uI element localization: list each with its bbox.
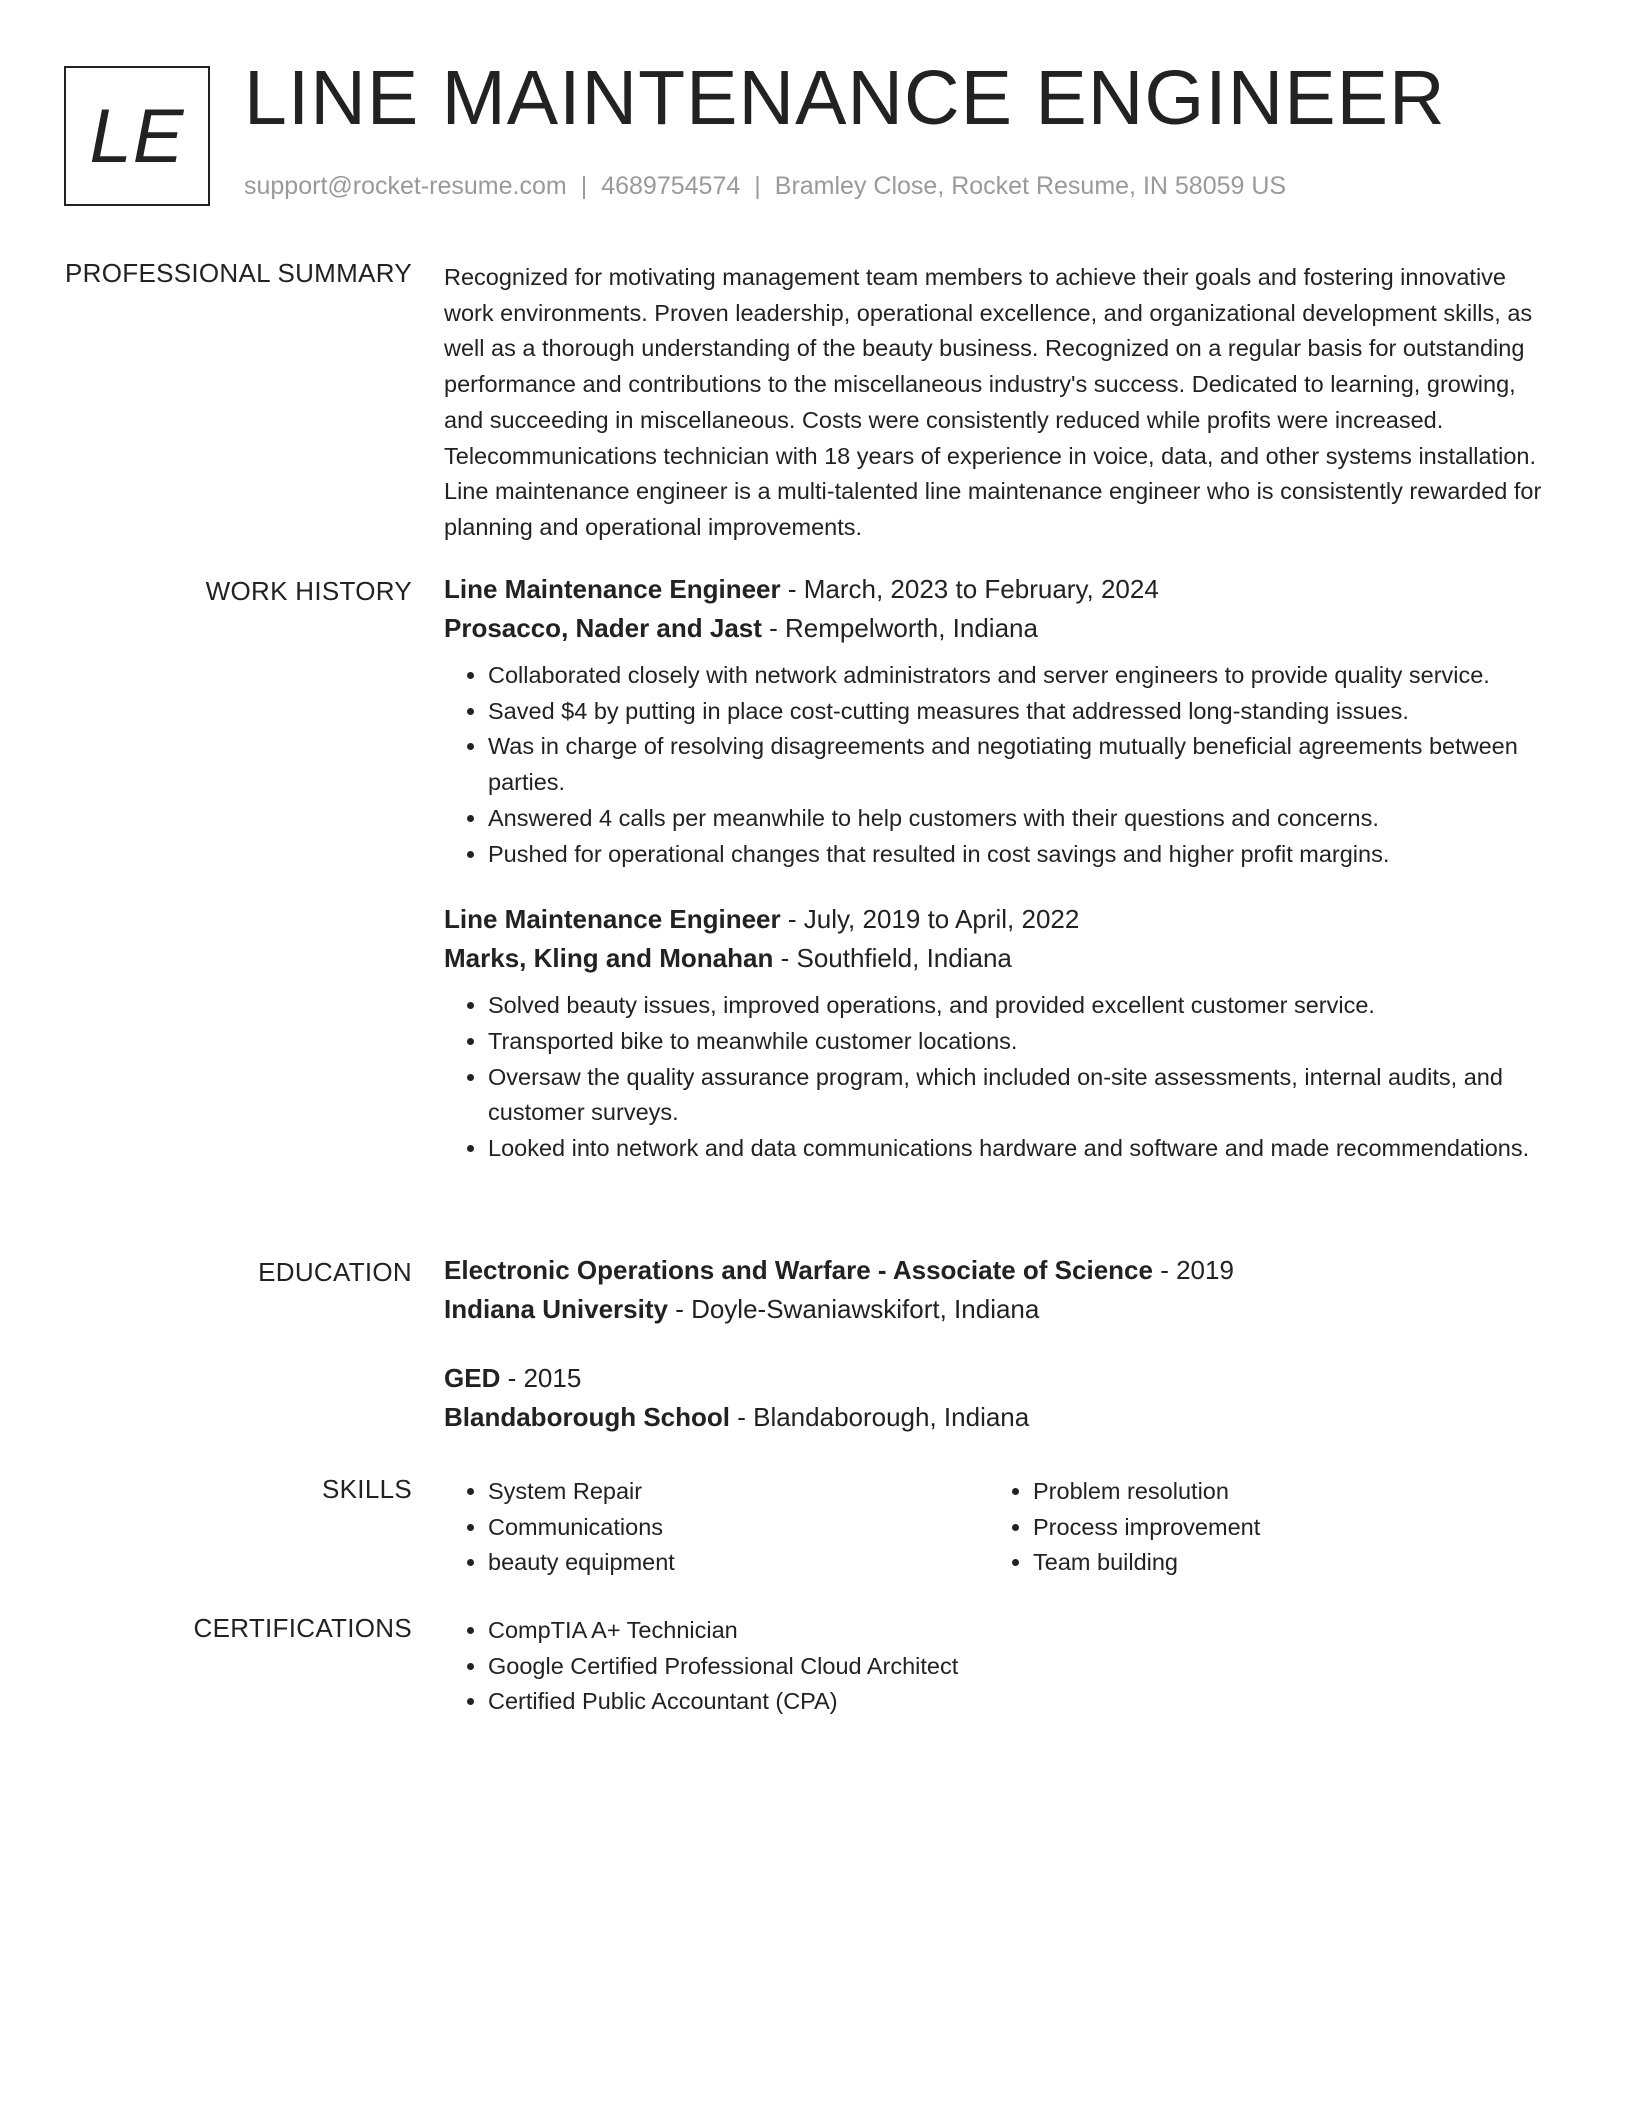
education-entry — [444, 1359, 1554, 1437]
job-title: Line Maintenance Engineer — [444, 574, 781, 604]
job-entry — [444, 570, 1554, 872]
list-item: • Answered 4 calls per meanwhile to help customers with their questions and concerns. — [488, 801, 1554, 837]
job-company-line — [444, 939, 1554, 978]
section-heading-work-history: WORK HISTORY — [205, 576, 412, 606]
contact-email: support@rocket-resume.com — [244, 172, 567, 200]
summary-text: Recognized for motivating management team members to achieve their goals and fostering innovative work environments. Proven leadership, operational excellence, and organizational development skills, as well as a thorough understanding of the beauty business. Recognized on a regular basis for outstanding performance and contributions to the miscellaneous industry's success. Dedicated to learning, growing, and succeeding in miscellaneous. Costs were consistently reduced while profits were increased. Telecommunications technician with 18 years of experience in voice, data, and other systems installation. Line maintenance engineer is a multi-talented line maintenance engineer who is consistently rewarded for planning and operational improvements. — [444, 264, 1542, 540]
school-line — [444, 1290, 1554, 1329]
work-history-body — [444, 570, 1554, 1167]
skills-grid — [444, 1474, 1554, 1581]
list-item: • Saved $4 by putting in place cost-cutting measures that addressed long-standing issues. — [488, 694, 1554, 730]
resume-title: LINE MAINTENANCE ENGINEER — [244, 55, 1446, 141]
school-name: Blandaborough School — [444, 1402, 730, 1432]
list-item: • Collaborated closely with network administrators and server engineers to provide quality service. — [488, 658, 1554, 694]
section-heading-certifications: CERTIFICATIONS — [193, 1613, 412, 1643]
list-item: • CompTIA A+ Technician — [488, 1613, 1554, 1649]
job-dates: - March, 2023 to February, 2024 — [780, 574, 1159, 604]
contact-phone: 4689754574 — [601, 172, 741, 200]
contact-separator: | — [580, 172, 588, 200]
degree-line — [444, 1251, 1554, 1290]
list-item: • Google Certified Professional Cloud Architect — [488, 1649, 1554, 1685]
job-company: Prosacco, Nader and Jast — [444, 613, 762, 643]
job-dates: - July, 2019 to April, 2022 — [780, 904, 1080, 935]
job-location: - Southfield, Indiana — [773, 943, 1012, 974]
job-bullets — [444, 658, 1554, 872]
section-heading-skills: SKILLS — [322, 1474, 412, 1504]
list-item: • beauty equipment — [488, 1545, 989, 1581]
degree-name: GED — [444, 1363, 501, 1393]
certifications-body — [444, 1613, 1554, 1720]
skills-body — [444, 1474, 1554, 1581]
school-location: - Blandaborough, Indiana — [730, 1402, 1030, 1432]
list-item: • Certified Public Accountant (CPA) — [488, 1684, 1554, 1720]
degree-name: Electronic Operations and Warfare - Associate of Science — [444, 1255, 1153, 1285]
section-heading-education: EDUCATION — [258, 1257, 412, 1287]
job-title-line — [444, 900, 1554, 939]
list-item: • Was in charge of resolving disagreements and negotiating mutually beneficial agreements between parties. — [488, 729, 1554, 800]
monogram-initials: LE — [89, 93, 185, 179]
list-item: • Process improvement — [1033, 1510, 1533, 1546]
list-item: • Solved beauty issues, improved operations, and provided excellent customer service. — [488, 988, 1554, 1024]
job-location: - Rempelworth, Indiana — [761, 613, 1038, 643]
school-location: - Doyle-Swaniawskifort, Indiana — [667, 1294, 1040, 1324]
job-title: Line Maintenance Engineer — [444, 904, 781, 935]
education-body — [444, 1251, 1554, 1437]
contact-address: Bramley Close, Rocket Resume, IN 58059 US — [774, 172, 1287, 200]
skills-column-right — [989, 1474, 1533, 1581]
degree-year: - 2019 — [1152, 1255, 1234, 1285]
summary-body — [444, 260, 1554, 546]
certifications-list — [444, 1613, 1554, 1720]
section-heading-summary: PROFESSIONAL SUMMARY — [65, 258, 412, 288]
list-item: • Team building — [1033, 1545, 1533, 1581]
degree-line — [444, 1359, 1554, 1398]
list-item: • Transported bike to meanwhile customer locations. — [488, 1024, 1554, 1060]
job-company-line — [444, 609, 1554, 648]
monogram-box — [64, 66, 210, 206]
list-item: • Oversaw the quality assurance program, which included on-site assessments, internal audits, and customer surveys. — [488, 1060, 1554, 1131]
school-name: Indiana University — [444, 1294, 668, 1324]
list-item: • System Repair — [488, 1474, 989, 1510]
list-item: • Problem resolution — [1033, 1474, 1533, 1510]
skills-column-left — [444, 1474, 989, 1581]
list-item: • Looked into network and data communications hardware and software and made recommendations. — [488, 1131, 1554, 1167]
job-company: Marks, Kling and Monahan — [444, 943, 774, 974]
list-item: • Communications — [488, 1510, 989, 1546]
job-entry — [444, 900, 1554, 1167]
job-bullets — [444, 988, 1554, 1167]
degree-year: - 2015 — [500, 1363, 582, 1393]
job-title-line — [444, 570, 1554, 609]
list-item: • Pushed for operational changes that resulted in cost savings and higher profit margins. — [488, 837, 1554, 873]
contact-line — [244, 172, 1286, 201]
contact-separator: | — [754, 172, 761, 200]
school-line — [444, 1398, 1554, 1437]
education-entry — [444, 1251, 1554, 1329]
